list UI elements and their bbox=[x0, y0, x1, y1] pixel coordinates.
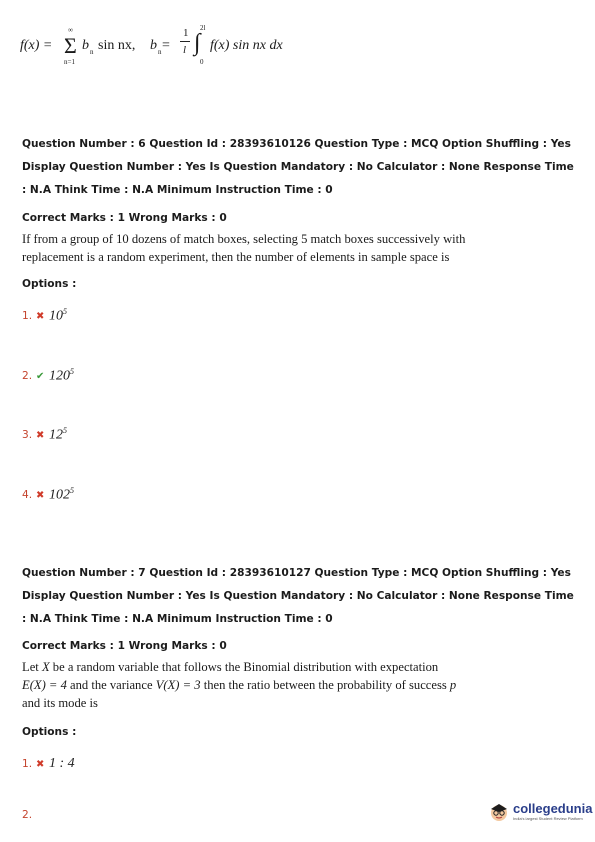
option-value: $10^5$ bbox=[49, 307, 67, 324]
question-block-6 bbox=[22, 134, 582, 200]
question-text bbox=[22, 230, 582, 266]
integral-upper-limit: 2l bbox=[200, 24, 206, 32]
sum-tail: sin nx, bbox=[98, 38, 136, 53]
question-text-line: replacement is a random experiment, then the number of elements in sample space is bbox=[22, 250, 450, 264]
question-text bbox=[22, 658, 582, 712]
question-text-line: and its mode is bbox=[22, 696, 98, 710]
wrong-cross-icon: ✖ bbox=[36, 489, 45, 501]
question-text-line: E(X) = 4 and the variance V(X) = 3 then the ratio between the probability of success p bbox=[22, 678, 457, 692]
logo-tagline: India's largest Student Review Platform bbox=[513, 816, 583, 821]
option-value: $120^5$ bbox=[49, 367, 74, 384]
wrong-cross-icon: ✖ bbox=[36, 758, 45, 770]
student-mascot-icon bbox=[488, 801, 510, 823]
options-label: Options : bbox=[22, 278, 77, 290]
option-number: 1. bbox=[22, 758, 33, 770]
option-3[interactable] bbox=[22, 426, 67, 444]
sum-term: b bbox=[82, 38, 89, 53]
integral-body: f(x) sin nx dx bbox=[210, 38, 283, 53]
question-meta-line: Question Number : 6 Question Id : 28393610126 Question Type : MCQ Option Shuffling : Yes bbox=[22, 138, 571, 150]
option-value: 1 : 4 bbox=[49, 756, 75, 771]
question-marks: Correct Marks : 1 Wrong Marks : 0 bbox=[22, 640, 227, 652]
b-lhs: b bbox=[150, 38, 157, 53]
sum-sign-icon: Σ bbox=[64, 33, 77, 58]
integral-sign-icon: ∫ bbox=[194, 30, 201, 56]
formula-lhs: f(x) = bbox=[20, 38, 53, 53]
correct-check-icon: ✔ bbox=[36, 370, 45, 382]
sum-lower-limit: n=1 bbox=[64, 58, 75, 66]
fraction-numerator: 1 bbox=[183, 27, 189, 39]
option-number: 1. bbox=[22, 310, 33, 322]
integral-lower-limit: 0 bbox=[200, 58, 204, 66]
option-number: 4. bbox=[22, 489, 33, 501]
question-meta-line: Display Question Number : Yes Is Question Mandatory : No Calculator : None Response Time bbox=[22, 590, 574, 602]
fraction-bar bbox=[180, 41, 190, 42]
question-meta-line: Display Question Number : Yes Is Question Mandatory : No Calculator : None Response Time bbox=[22, 161, 574, 173]
question-block-7 bbox=[22, 563, 582, 629]
sum-upper-limit: ∞ bbox=[68, 26, 73, 34]
b-eq: = bbox=[162, 38, 170, 53]
options-label: Options : bbox=[22, 726, 77, 738]
wrong-cross-icon: ✖ bbox=[36, 310, 45, 322]
logo-name: collegedunia bbox=[513, 801, 593, 816]
question-marks: Correct Marks : 1 Wrong Marks : 0 bbox=[22, 212, 227, 224]
question-text-line: Let X be a random variable that follows the Binomial distribution with expectation bbox=[22, 660, 439, 674]
option-value: $102^5$ bbox=[49, 486, 74, 503]
option-1[interactable] bbox=[22, 755, 75, 773]
option-value: $12^5$ bbox=[49, 426, 67, 443]
question-meta-line: : N.A Think Time : N.A Minimum Instruction Time : 0 bbox=[22, 184, 333, 196]
option-number: 2. bbox=[22, 370, 33, 382]
b-lhs-sub: n bbox=[158, 48, 162, 56]
option-2[interactable] bbox=[22, 806, 36, 824]
question-meta-line: Question Number : 7 Question Id : 28393610127 Question Type : MCQ Option Shuffling : Yes bbox=[22, 567, 571, 579]
option-2[interactable] bbox=[22, 367, 74, 385]
option-number: 2. bbox=[22, 809, 33, 821]
option-4[interactable] bbox=[22, 486, 74, 504]
option-number: 3. bbox=[22, 429, 33, 441]
collegedunia-logo bbox=[488, 801, 592, 823]
wrong-cross-icon: ✖ bbox=[36, 429, 45, 441]
fourier-formula bbox=[20, 24, 320, 70]
sum-term-sub: n bbox=[90, 48, 94, 56]
question-text-line: If from a group of 10 dozens of match boxes, selecting 5 match boxes successively with bbox=[22, 232, 466, 246]
option-1[interactable] bbox=[22, 307, 67, 325]
question-meta-line: : N.A Think Time : N.A Minimum Instruction Time : 0 bbox=[22, 613, 333, 625]
fraction-denominator: l bbox=[183, 44, 187, 56]
